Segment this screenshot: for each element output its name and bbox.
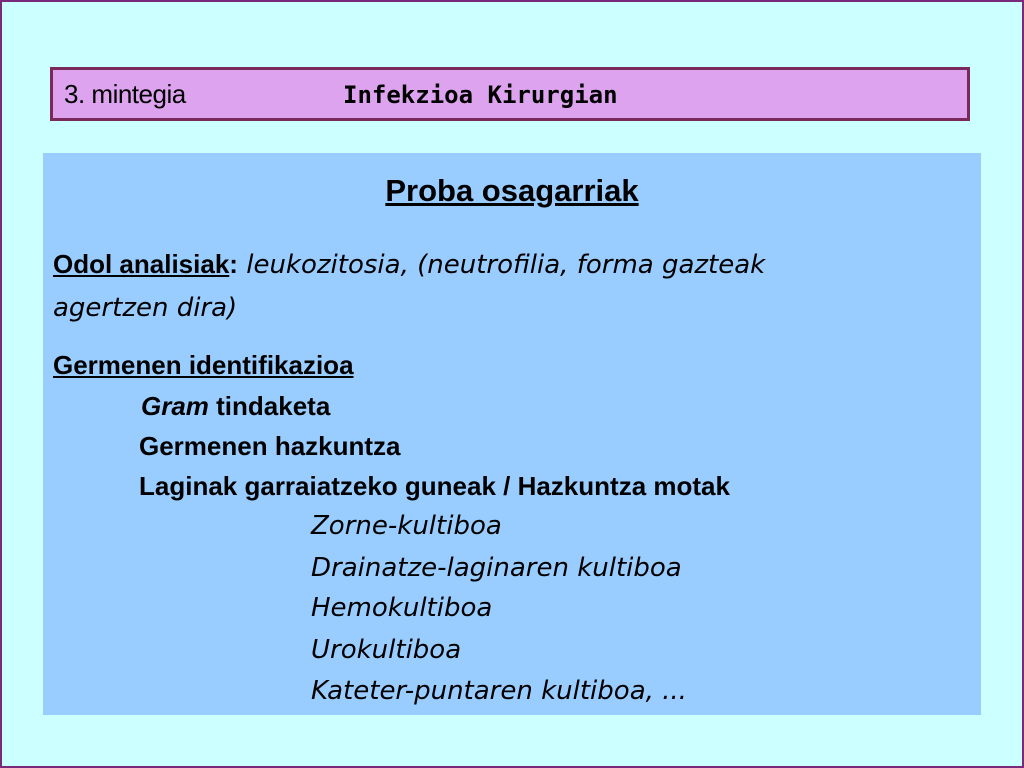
blood-analysis-line: [53, 249, 765, 280]
content-panel: [43, 153, 981, 715]
germ-identification-heading: Germenen identifikazioa: [53, 350, 354, 380]
culture-item: Urokultiboa: [311, 635, 462, 665]
culture-item: Drainatze-laginaren kultiboa: [311, 553, 682, 583]
germ-growth-item: Germenen hazkuntza: [139, 431, 401, 461]
culture-item: Hemokultiboa: [311, 593, 493, 623]
blood-analysis-colon: :: [229, 249, 238, 279]
seminar-label: 3. mintegia: [64, 79, 186, 109]
slide-title: Infekzioa Kirurgian: [343, 81, 618, 109]
culture-item: Kateter-puntaren kultiboa, ...: [311, 676, 687, 706]
blood-analysis-text: leukozitosia, (neutrofilia, forma gazteak: [237, 250, 766, 280]
gram-stain-item: [141, 391, 330, 422]
gram-italic: Gram: [141, 391, 209, 421]
header-bar: [50, 67, 970, 121]
blood-analysis-label: Odol analisiak: [53, 249, 230, 279]
section-heading: Proba osagarriak: [385, 173, 639, 208]
gram-rest: tindaketa: [208, 391, 331, 421]
culture-item: Zorne-kultiboa: [311, 511, 502, 541]
sample-sites-item: Laginak garraiatzeko guneak / Hazkuntza motak: [139, 471, 730, 501]
blood-analysis-text-cont: agertzen dira): [53, 293, 238, 323]
